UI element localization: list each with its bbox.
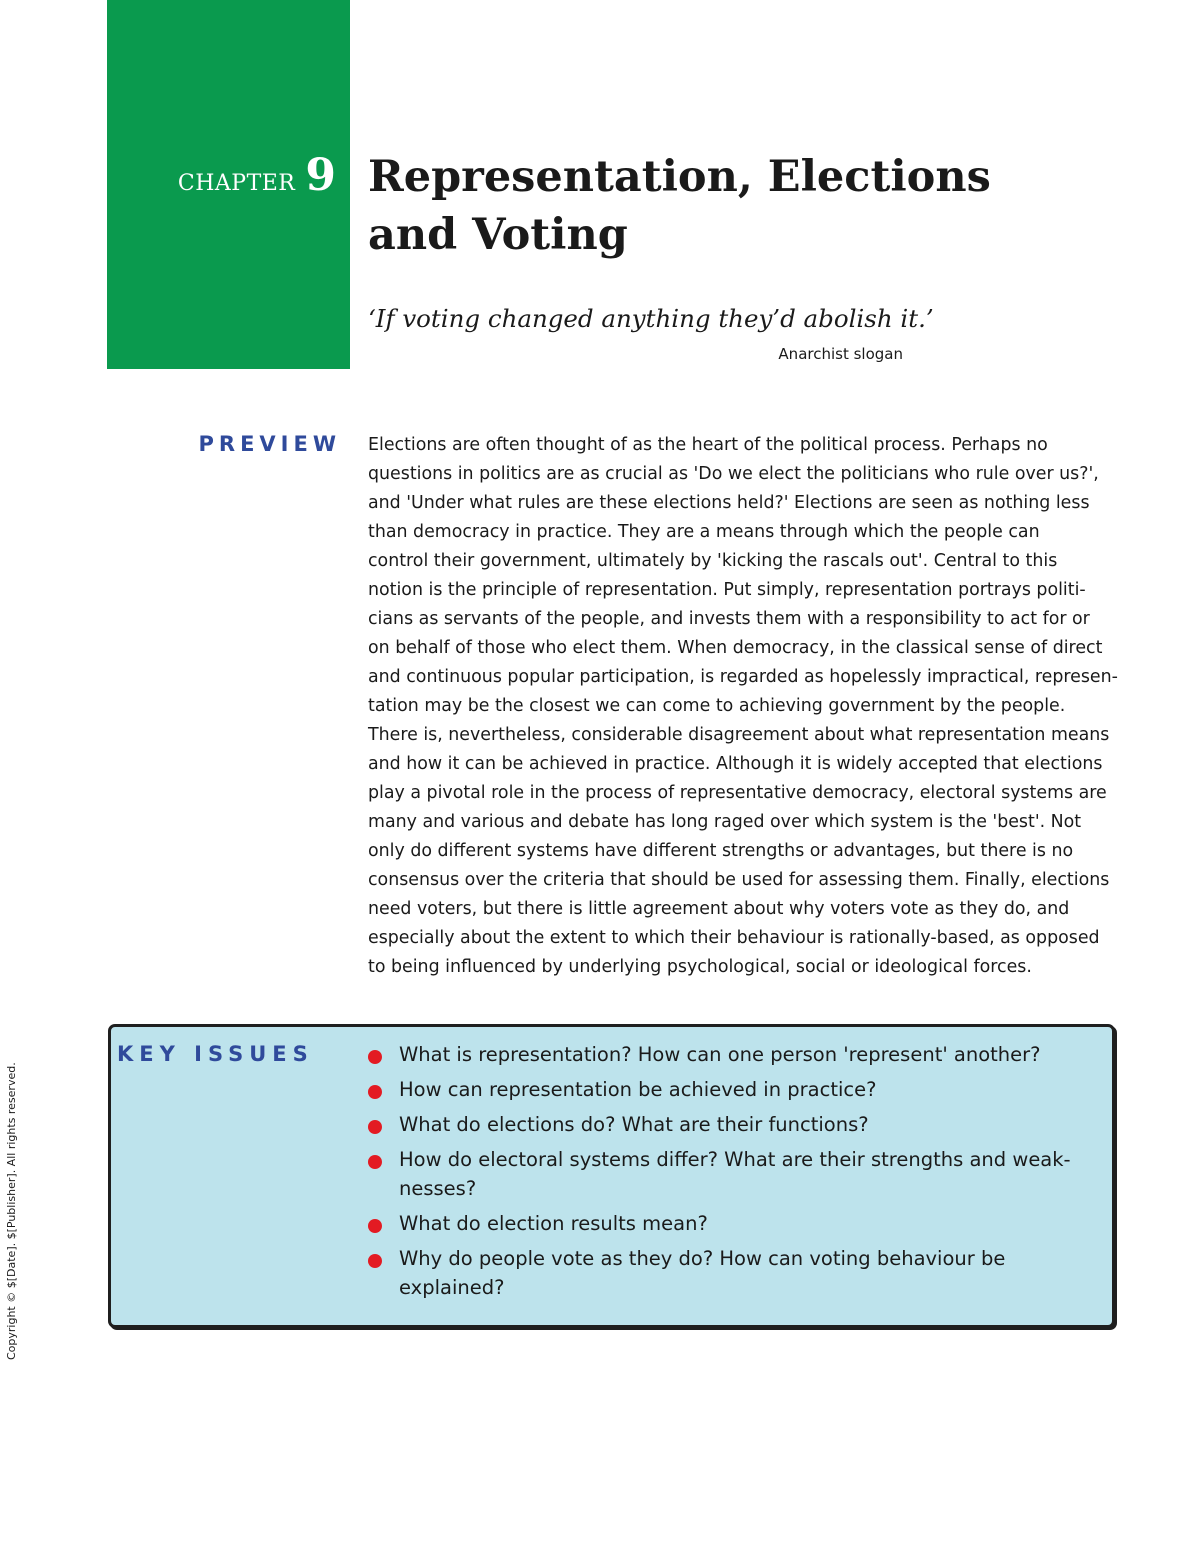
preview-line: Elections are often thought of as the heart of the political process. Perhaps no: [368, 435, 1048, 455]
bullet-icon: [368, 1085, 382, 1099]
preview-line: consensus over the criteria that should be used for assessing them. Finally, elections: [368, 870, 1110, 890]
chapter-title-line: Representation, Elections: [368, 152, 991, 202]
preview-paragraph: [368, 431, 1124, 982]
key-issues-list: [368, 1040, 1071, 1308]
preview-line: need voters, but there is little agreement about why voters vote as they do, and: [368, 899, 1070, 919]
key-issue-line: What do elections do? What are their functions?: [399, 1113, 869, 1136]
preview-line: than democracy in practice. They are a means through which the people can: [368, 522, 1040, 542]
key-issue-text: [399, 1209, 708, 1238]
key-issue-line: What do election results mean?: [399, 1212, 708, 1235]
chapter-title-line: and Voting: [368, 210, 628, 260]
preview-line: and how it can be achieved in practice. Although it is widely accepted that elections: [368, 754, 1103, 774]
key-issue-line: How do electoral systems differ? What are their strengths and weak-: [399, 1148, 1071, 1171]
preview-line: play a pivotal role in the process of representative democracy, electoral systems are: [368, 783, 1107, 803]
key-issue-item: [368, 1209, 1068, 1238]
bullet-icon: [368, 1155, 382, 1169]
key-issue-text: [399, 1244, 1005, 1302]
bullet-icon: [368, 1120, 382, 1134]
preview-line: questions in politics are as crucial as 'Do we elect the politicians who rule over us?',: [368, 464, 1099, 484]
preview-line: notion is the principle of representation. Put simply, representation portrays politi-: [368, 580, 1086, 600]
bullet-icon: [368, 1050, 382, 1064]
key-issue-line: What is representation? How can one person 'represent' another?: [399, 1043, 1041, 1066]
key-issue-text: [399, 1075, 876, 1104]
preview-line: only do different systems have different strengths or advantages, but there is no: [368, 841, 1074, 861]
chapter-word: CHAPTER: [177, 171, 296, 196]
preview-line: There is, nevertheless, considerable disagreement about what representation means: [368, 725, 1110, 745]
bullet-icon: [368, 1254, 382, 1268]
key-issue-item: [368, 1075, 1068, 1104]
copyright-notice: Copyright © $[Date]. $[Publisher]. All rights reserved.: [5, 1062, 18, 1360]
preview-line: and continuous popular participation, is regarded as hopelessly impractical, represen-: [368, 667, 1118, 687]
key-issues-label: KEY ISSUES: [117, 1042, 314, 1066]
key-issue-item: [368, 1040, 1068, 1069]
key-issue-item: [368, 1110, 1068, 1139]
preview-line: cians as servants of the people, and invests them with a responsibility to act for or: [368, 609, 1090, 629]
epigraph: [368, 304, 934, 363]
preview-line: to being influenced by underlying psychological, social or ideological forces.: [368, 957, 1032, 977]
key-issue-text: [399, 1040, 1041, 1069]
epigraph-source: Anarchist slogan: [778, 345, 903, 363]
key-issue-line: nesses?: [399, 1177, 477, 1200]
key-issue-item: [368, 1244, 1068, 1302]
chapter-title: [368, 148, 1008, 264]
key-issue-line: Why do people vote as they do? How can voting behaviour be: [399, 1247, 1006, 1270]
preview-line: tation may be the closest we can come to achieving government by the people.: [368, 696, 1066, 716]
preview-line: control their government, ultimately by 'kicking the rascals out'. Central to this: [368, 551, 1058, 571]
preview-line: and 'Under what rules are these elections held?' Elections are seen as nothing less: [368, 493, 1090, 513]
key-issue-text: [399, 1145, 1071, 1203]
bullet-icon: [368, 1219, 382, 1233]
key-issue-line: explained?: [399, 1276, 505, 1299]
key-issue-text: [399, 1110, 869, 1139]
preview-line: on behalf of those who elect them. When democracy, in the classical sense of direct: [368, 638, 1103, 658]
chapter-label: [178, 150, 336, 201]
preview-line: many and various and debate has long raged over which system is the 'best'. Not: [368, 812, 1082, 832]
key-issue-item: [368, 1145, 1071, 1203]
epigraph-quote: ‘If voting changed anything they’d abolish it.’: [368, 304, 934, 333]
key-issue-line: How can representation be achieved in practice?: [399, 1078, 877, 1101]
preview-line: especially about the extent to which their behaviour is rationally-based, as opposed: [368, 928, 1100, 948]
preview-label: PREVIEW: [198, 432, 341, 456]
chapter-number: 9: [305, 150, 336, 201]
